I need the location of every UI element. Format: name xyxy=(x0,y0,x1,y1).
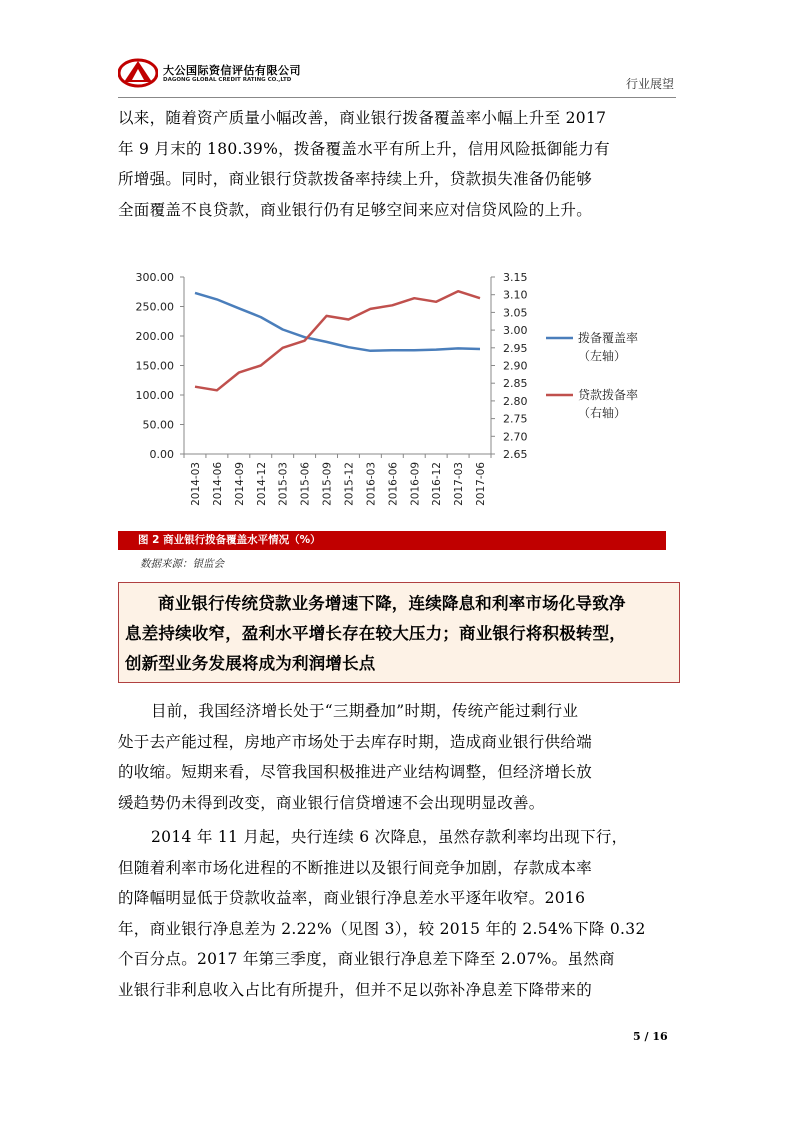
left-tick-label: 250.00 xyxy=(135,300,174,314)
x-tick-label: 2014-12 xyxy=(255,462,268,506)
x-tick-label: 2015-03 xyxy=(277,462,290,506)
right-tick-label: 2.80 xyxy=(503,394,528,408)
x-tick-label: 2014-06 xyxy=(211,462,224,506)
right-tick-label: 3.10 xyxy=(503,288,528,302)
text-line: 以来，随着资产质量小幅改善，商业银行拨备覆盖率小幅上升至 2017 xyxy=(118,109,607,127)
right-tick-label: 2.95 xyxy=(503,341,528,355)
right-tick-label: 2.65 xyxy=(503,448,528,461)
legend-sublabel: （左轴） xyxy=(578,349,627,363)
page-header xyxy=(118,56,676,96)
key-point-line: 创新型业务发展将成为利润增长点 xyxy=(125,654,376,673)
x-tick-label: 2016-09 xyxy=(409,462,422,506)
legend-sublabel: （右轴） xyxy=(578,406,627,420)
text-line: 年 9 月末的 180.39%，拨备覆盖水平有所上升，信用风险抵御能力有 xyxy=(118,139,610,158)
company-name-cn: 大公国际资信评估有限公司 xyxy=(163,64,301,77)
key-point-line: 商业银行传统贷款业务增速下降，连续降息和利率市场化导致净 xyxy=(158,594,626,613)
right-tick-label: 2.75 xyxy=(503,412,528,426)
text-line: 处于去产能过程，房地产市场处于去库存时期，造成商业银行供给端 xyxy=(118,732,593,751)
text-line: 缓趋势仍未得到改变，商业银行信贷增速不会出现明显改善。 xyxy=(118,793,545,812)
text-line: 2014 年 11 月起，央行连续 6 次降息，虽然存款利率均出现下行， xyxy=(151,828,628,846)
left-tick-label: 150.00 xyxy=(135,359,174,373)
x-tick-label: 2017-03 xyxy=(453,462,466,506)
left-tick-label: 200.00 xyxy=(135,330,174,343)
x-tick-label: 2017-06 xyxy=(475,462,488,506)
text-line: 个百分点。2017 年第三季度，商业银行净息差下降至 2.07%。虽然商 xyxy=(118,950,615,968)
key-point-line: 息差持续收窄，盈利水平增长存在较大压力；商业银行将积极转型， xyxy=(125,624,626,643)
text-line: 但随着利率市场化进程的不断推进以及银行间竞争加剧，存款成本率 xyxy=(118,858,593,877)
legend-label: 贷款拨备率 xyxy=(578,388,639,402)
text-line: 的收缩。短期来看，尽管我国积极推进产业结构调整，但经济增长放 xyxy=(118,763,593,781)
section-title: 行业展望 xyxy=(625,77,674,91)
company-name-en: DAGONG GLOBAL CREDIT RATING CO.,LTD xyxy=(163,77,292,83)
figure-caption: 图 2 商业银行拨备覆盖水平情况（%） xyxy=(118,531,666,550)
x-tick-label: 2015-12 xyxy=(343,462,356,506)
left-tick-label: 300.00 xyxy=(135,271,174,284)
x-tick-label: 2016-06 xyxy=(387,462,400,506)
x-tick-label: 2015-09 xyxy=(321,462,334,506)
x-tick-label: 2014-09 xyxy=(233,462,246,506)
intro-paragraph xyxy=(118,103,676,225)
legend-label: 拨备覆盖率 xyxy=(578,331,639,345)
right-tick-label: 3.05 xyxy=(503,306,528,320)
header-divider xyxy=(118,97,676,98)
text-line: 业银行非利息收入占比有所提升，但并不足以弥补净息差下降带来的 xyxy=(118,980,593,999)
x-tick-label: 2016-12 xyxy=(431,462,444,506)
text-line: 年，商业银行净息差为 2.22%（见图 3），较 2015 年的 2.54%下降 0.32 xyxy=(118,919,646,938)
right-tick-label: 3.00 xyxy=(503,324,528,338)
right-tick-label: 2.85 xyxy=(503,377,528,391)
text-line: 的降幅明显低于贷款收益率，商业银行净息差水平逐年收窄。2016 xyxy=(118,889,586,907)
x-tick-label: 2015-06 xyxy=(299,462,312,506)
text-line: 所增强。同时，商业银行贷款拨备率持续上升，贷款损失准备仍能够 xyxy=(118,170,593,188)
data-source: 数据来源：银监会 xyxy=(140,558,224,570)
series-line-provision xyxy=(195,291,480,390)
left-tick-label: 100.00 xyxy=(135,389,174,402)
right-tick-label: 3.15 xyxy=(503,271,528,284)
left-tick-label: 0.00 xyxy=(149,448,174,461)
key-point-box xyxy=(118,582,680,683)
right-tick-label: 2.70 xyxy=(503,430,528,444)
company-logo xyxy=(118,56,318,90)
text-line: 目前，我国经济增长处于“三期叠加”时期，传统产能过剩行业 xyxy=(151,702,579,720)
body-paragraph-2 xyxy=(118,822,676,1005)
text-line: 全面覆盖不良贷款，商业银行仍有足够空间来应对信贷风险的上升。 xyxy=(118,200,593,219)
right-tick-label: 2.90 xyxy=(503,359,528,373)
page-number: 5 / 16 xyxy=(633,1030,668,1043)
left-tick-label: 50.00 xyxy=(142,418,174,432)
provision-coverage-chart xyxy=(118,262,678,527)
chart-svg xyxy=(118,262,678,527)
body-paragraph-1 xyxy=(118,696,676,818)
x-tick-label: 2014-03 xyxy=(189,462,202,506)
dagong-logo-icon xyxy=(118,56,158,90)
x-tick-label: 2016-03 xyxy=(365,462,378,506)
